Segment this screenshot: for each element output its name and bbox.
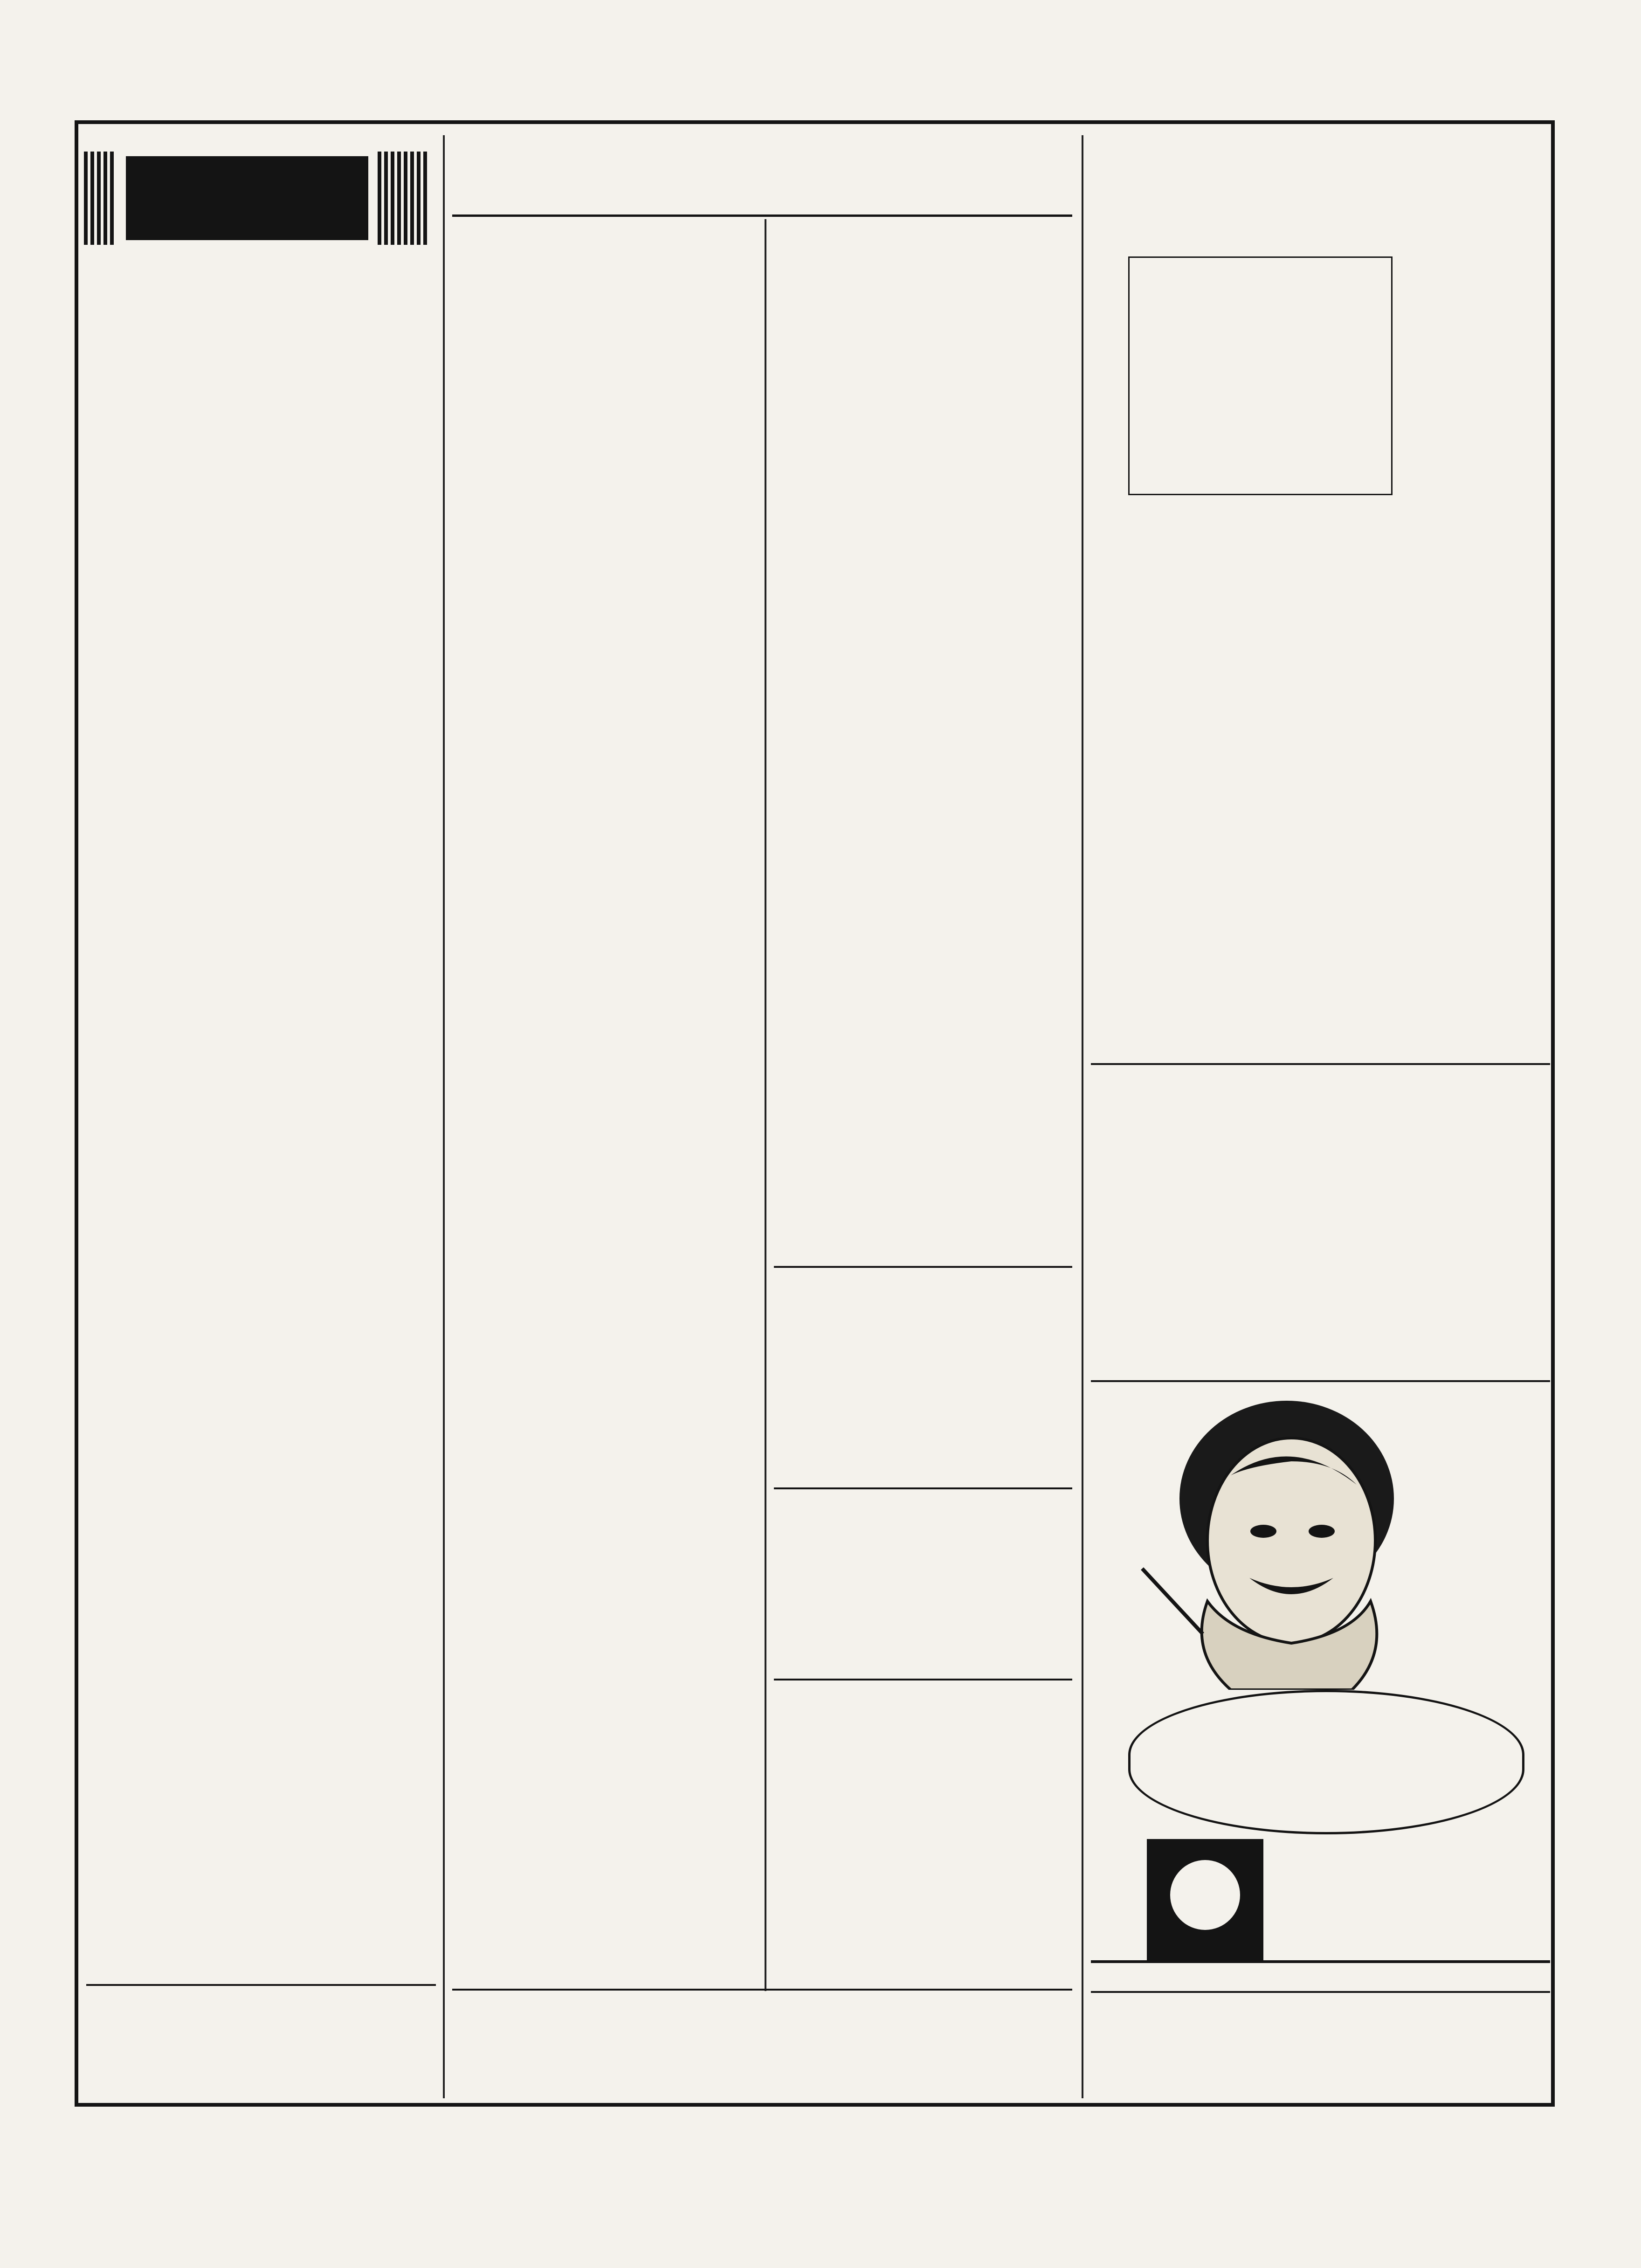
restaurant-ad [86, 1984, 436, 2098]
ourivesaria-ad [452, 1989, 1072, 2098]
caixas-ad [1091, 1063, 1550, 1382]
teatros-banner-text [126, 156, 368, 240]
brindes-article [774, 1266, 1072, 1485]
craven-logo-badge [1128, 1690, 1524, 1834]
toledo-headline [452, 145, 1072, 217]
conferencias-article [774, 1679, 1072, 1791]
crise-title [774, 1487, 1072, 1494]
woman-portrait-illustration [1091, 1391, 1550, 1690]
craven-ad [1091, 1380, 1550, 1988]
teatros-banner [84, 152, 438, 245]
crossword-grid [1128, 256, 1393, 495]
craven-footer [1091, 1960, 1550, 1963]
danca-ad [1091, 1991, 1550, 2098]
column-rule [765, 219, 766, 1991]
column-rule [1082, 135, 1083, 2098]
column-rule [443, 135, 445, 2098]
crossword-section [1091, 140, 1550, 1184]
column-teatros [84, 140, 438, 2096]
toledo-column-b [774, 219, 1072, 1264]
cigarette-pack-illustration [1147, 1839, 1263, 1960]
toledo-column-a [455, 240, 758, 1989]
foto-barros-ad [774, 1791, 1072, 1991]
conferencias-title [774, 1679, 1072, 1684]
crise-article [774, 1487, 1072, 1679]
brindes-title [774, 1266, 1072, 1272]
